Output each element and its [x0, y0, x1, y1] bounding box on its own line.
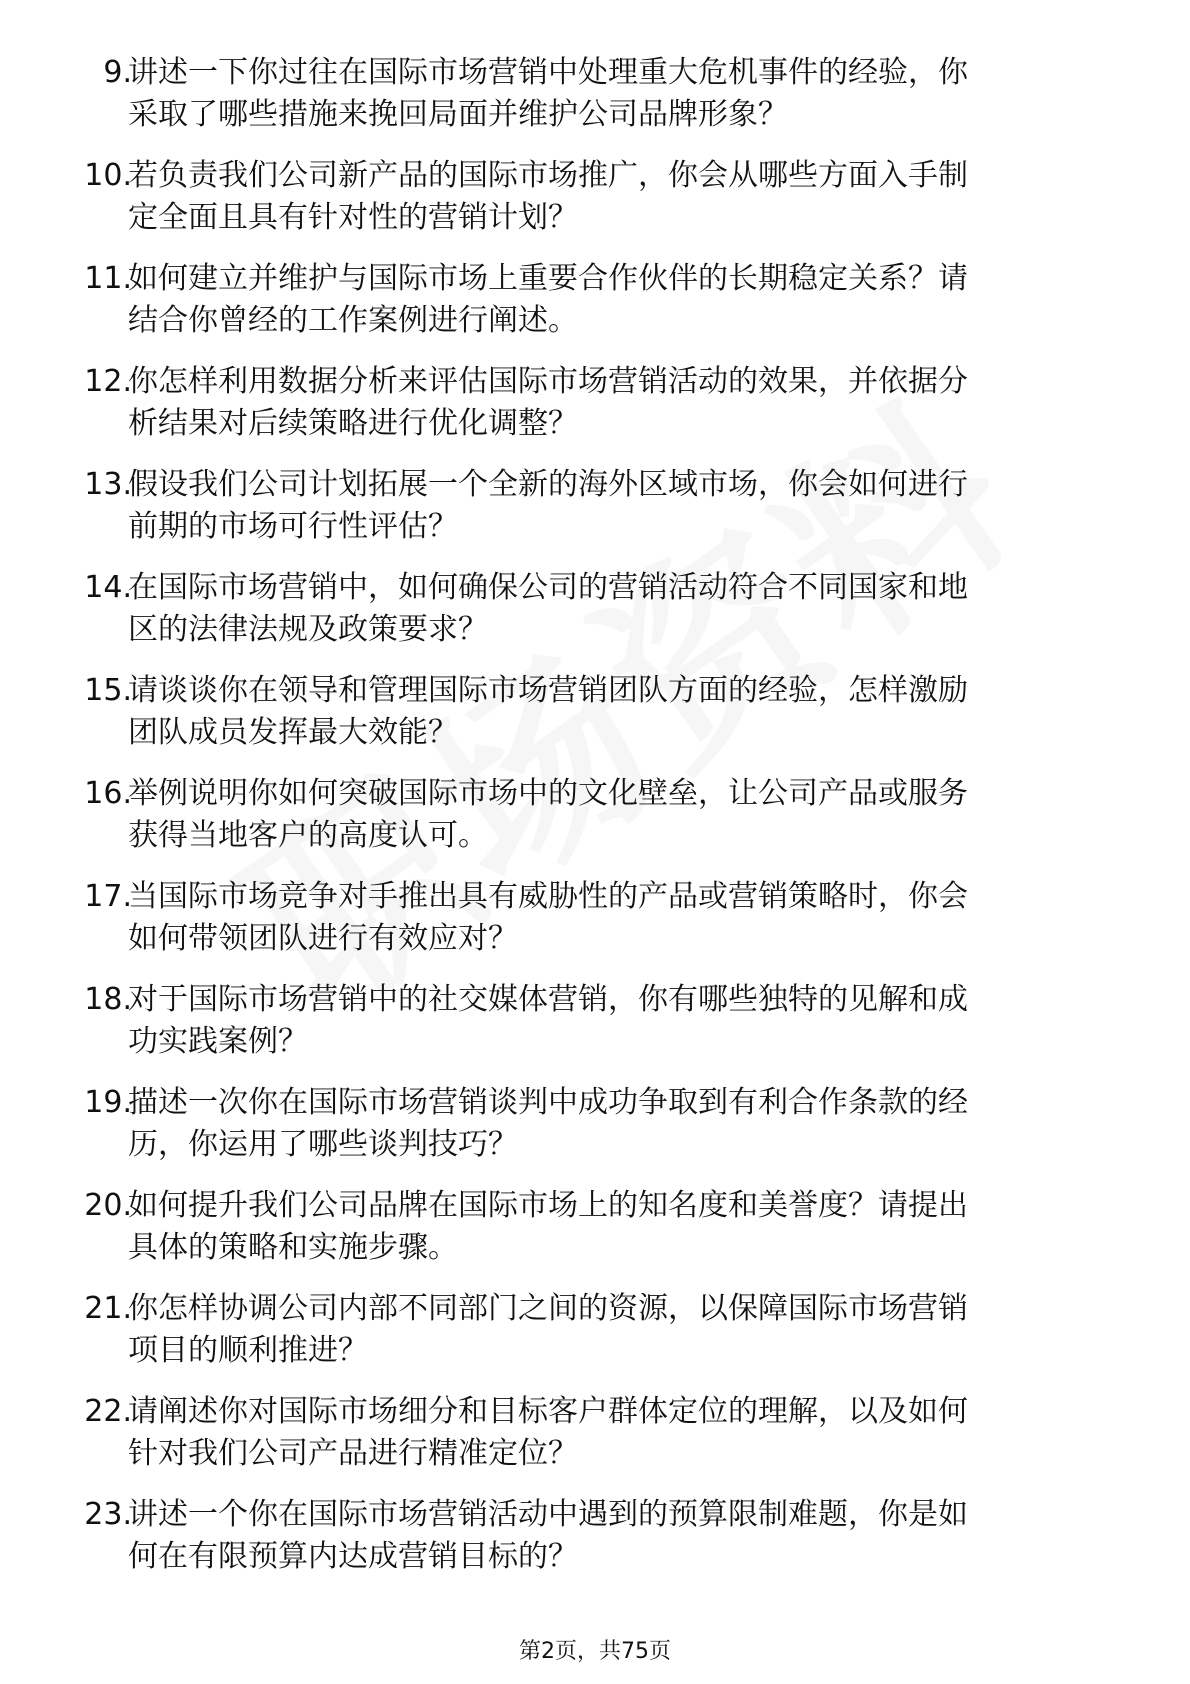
question-number: 13.	[84, 467, 132, 502]
list-item	[0, 1185, 1190, 1288]
list-item	[0, 361, 1190, 464]
question-text: 描述一次你在国际市场营销谈判中成功争取到有利合作条款的经 历，你运用了哪些谈判技巧？	[128, 1085, 968, 1162]
question-number: 16.	[84, 776, 132, 811]
question-text: 讲述一个你在国际市场营销活动中遇到的预算限制难题，你是如 何在有限预算内达成营销目标的？	[128, 1497, 968, 1574]
question-number: 15.	[84, 673, 132, 708]
question-text: 如何提升我们公司品牌在国际市场上的知名度和美誉度？请提出 具体的策略和实施步骤。	[128, 1188, 968, 1265]
question-number: 21.	[84, 1291, 132, 1326]
question-text: 当国际市场竞争对手推出具有威胁性的产品或营销策略时，你会 如何带领团队进行有效应对？	[128, 879, 968, 956]
list-item	[0, 567, 1190, 670]
list-item	[0, 464, 1190, 567]
list-item	[0, 979, 1190, 1082]
question-text: 假设我们公司计划拓展一个全新的海外区域市场，你会如何进行 前期的市场可行性评估？	[128, 467, 968, 544]
list-item	[0, 1082, 1190, 1185]
question-number: 12.	[84, 364, 132, 399]
question-text: 请阐述你对国际市场细分和目标客户群体定位的理解，以及如何 针对我们公司产品进行精准定位？	[128, 1394, 968, 1471]
list-item	[0, 670, 1190, 773]
question-number: 20.	[84, 1188, 132, 1223]
list-item	[0, 52, 1190, 155]
question-number: 22.	[84, 1394, 132, 1429]
question-text: 请谈谈你在领导和管理国际市场营销团队方面的经验，怎样激励 团队成员发挥最大效能？	[128, 673, 968, 750]
question-number: 17.	[84, 879, 132, 914]
question-text: 若负责我们公司新产品的国际市场推广，你会从哪些方面入手制 定全面且具有针对性的营销计划？	[128, 158, 968, 235]
question-text: 你怎样协调公司内部不同部门之间的资源，以保障国际市场营销 项目的顺利推进？	[128, 1291, 968, 1368]
question-text: 在国际市场营销中，如何确保公司的营销活动符合不同国家和地 区的法律法规及政策要求？	[128, 570, 968, 647]
question-number: 9.	[103, 55, 132, 90]
question-number: 11.	[84, 261, 132, 296]
question-text: 如何建立并维护与国际市场上重要合作伙伴的长期稳定关系？请 结合你曾经的工作案例进行阐述。	[128, 261, 968, 338]
list-item	[0, 876, 1190, 979]
list-item	[0, 773, 1190, 876]
question-number: 23.	[84, 1497, 132, 1532]
page-indicator: 第2页，共75页	[519, 1639, 671, 1664]
question-text: 你怎样利用数据分析来评估国际市场营销活动的效果，并依据分 析结果对后续策略进行优化调整？	[128, 364, 968, 441]
question-list	[0, 52, 1190, 1597]
list-item	[0, 1391, 1190, 1494]
question-text: 举例说明你如何突破国际市场中的文化壁垒，让公司产品或服务 获得当地客户的高度认可。	[128, 776, 968, 853]
question-number: 14.	[84, 570, 132, 605]
question-text: 讲述一下你过往在国际市场营销中处理重大危机事件的经验，你 采取了哪些措施来挽回局面并维护公司品牌形象？	[128, 55, 968, 132]
list-item	[0, 1288, 1190, 1391]
question-number: 18.	[84, 982, 132, 1017]
question-number: 10.	[84, 158, 132, 193]
list-item	[0, 155, 1190, 258]
question-text: 对于国际市场营销中的社交媒体营销，你有哪些独特的见解和成 功实践案例？	[128, 982, 968, 1059]
question-number: 19.	[84, 1085, 132, 1120]
list-item	[0, 258, 1190, 361]
list-item	[0, 1494, 1190, 1597]
